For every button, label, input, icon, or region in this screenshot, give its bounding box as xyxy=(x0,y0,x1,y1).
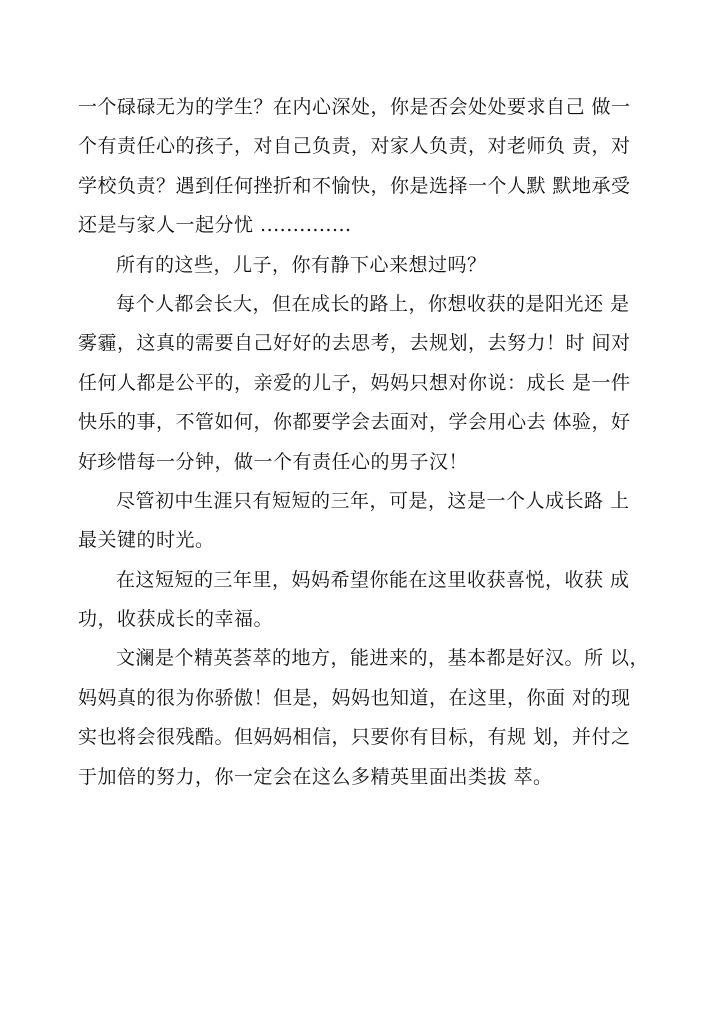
text-line: 妈妈真的很为你骄傲！但是，妈妈也知道，在这里，你面 对的现 xyxy=(78,686,631,709)
paragraph-start-line: 尽管初中生涯只有短短的三年，可是，这是一个人成长路 上 xyxy=(116,489,630,512)
text-line: 最关键的时光。 xyxy=(78,529,215,552)
paragraph-start-line: 所有的这些，儿子，你有静下心来想过吗？ xyxy=(116,253,487,276)
text-line: 学校负责？遇到任何挫折和不愉快，你是选择一个人默 默地承受 xyxy=(78,174,631,197)
paragraph-start-line: 每个人都会长大，但在成长的路上，你想收获的是阳光还 是 xyxy=(116,292,630,315)
text-line: 还是与家人一起分忧 .............. xyxy=(78,214,352,237)
letter-body xyxy=(78,92,653,801)
text-line: 快乐的事，不管如何，你都要学会去面对，学会用心去 体验，好 xyxy=(78,411,631,434)
text-line: 任何人都是公平的，亲爱的儿子，妈妈只想对你说：成长 是一件 xyxy=(78,371,631,394)
paragraph-start-line: 在这短短的三年里，妈妈希望你能在这里收获喜悦，收获 成 xyxy=(116,568,630,591)
text-line: 好珍惜每一分钟，做一个有责任心的男子汉！ xyxy=(78,450,469,473)
text-line: 实也将会很残酷。但妈妈相信，只要你有目标，有规 划，并付之 xyxy=(78,726,631,749)
text-line: 个有责任心的孩子，对自己负责，对家人负责，对老师负 责，对 xyxy=(78,135,631,158)
text-line: 一个碌碌无为的学生？在内心深处，你是否会处处要求自己 做一 xyxy=(78,96,631,118)
paragraph-start-line: 文澜是个精英荟萃的地方，能进来的，基本都是好汉。所 以， xyxy=(116,647,650,670)
text-line: 雾霾，这真的需要自己好好的去思考，去规划，去努力！时 间对 xyxy=(78,332,631,355)
text-line: 功，收获成长的幸福。 xyxy=(78,608,274,631)
text-line: 于加倍的努力，你一定会在这么多精英里面出类拔 萃。 xyxy=(78,765,553,788)
